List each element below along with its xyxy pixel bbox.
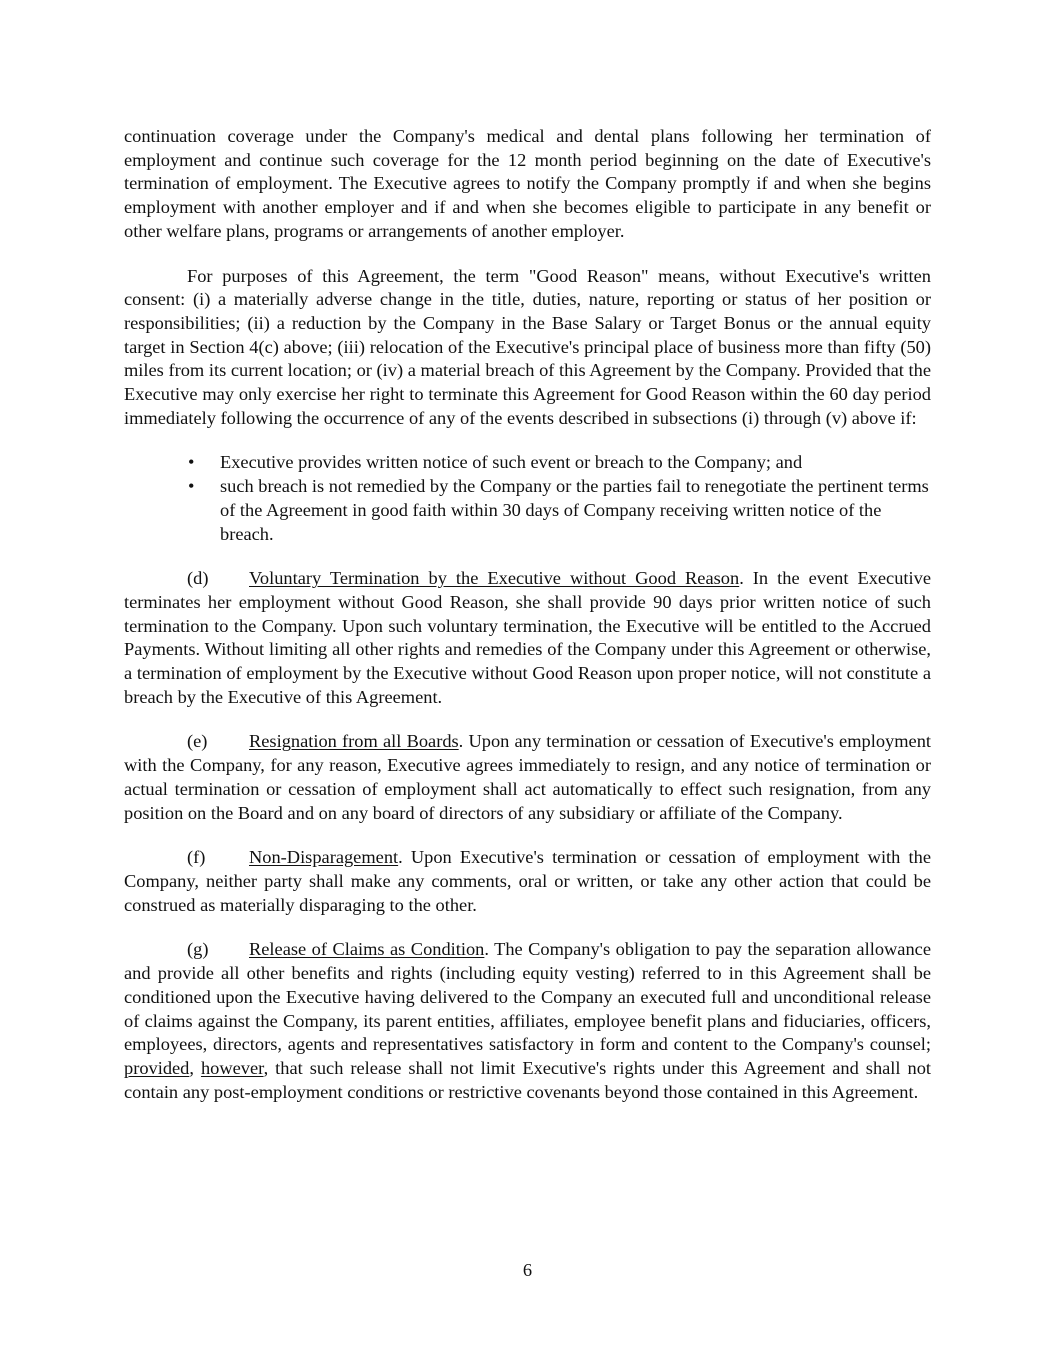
section-e-label: (e) <box>187 731 208 752</box>
section-d-label: (d) <box>187 568 209 589</box>
provided-term: provided <box>124 1057 190 1078</box>
bullet-icon: • <box>188 452 195 473</box>
section-g-body-part1: . The Company's obligation to pay the separation allowance and provide all other benefits and rights (including equity vesting) referred to in this Agreement shall be conditioned upon the Executive having delivered to the Company an executed full and unconditional release of claims against the Company, its parent entities, affiliates, employee benefit plans and fiduciaries, officers, employees, directors, agents and representatives satisfactory in form and content to the Company's counsel; <box>124 939 931 1055</box>
bullet-text: such breach is not remedied by the Company or the parties fail to renegotiate the pertinent terms of the Agreement in good faith within 30 days of Company receiving written notice of the breach. <box>220 476 929 544</box>
separator-comma: , <box>189 1057 201 1078</box>
however-term: however <box>200 1057 264 1078</box>
section-f-label: (f) <box>187 847 206 868</box>
section-f-heading: Non-Disparagement <box>249 847 399 868</box>
bullet-icon: • <box>188 476 195 497</box>
section-d <box>124 567 931 709</box>
list-item <box>188 475 931 546</box>
paragraph-good-reason: For purposes of this Agreement, the term "Good Reason" means, without Executive's written consent: (i) a materially adverse change in the title, duties, nature, reporting or status of her position or responsibilities; (ii) a reduction by the Company in the Base Salary or Target Bonus or the annual equity target in Section 4(c) above; (iii) relocation of the Executive's principal place of business more than fifty (50) miles from its current location; or (iv) a material breach of this Agreement by the Company. Provided that the Executive may only exercise her right to terminate this Agreement for Good Reason within the 60 day period immediately following the occurrence of any of the events described in subsections (i) through (v) above if: <box>124 265 931 428</box>
section-g-body-part2: , that such release shall not limit Executive's rights under this Agreement and shall not contain any post-employment conditions or restrictive covenants beyond those contained in this Agreement. <box>124 1057 932 1102</box>
section-e-heading: Resignation from all Boards <box>249 731 459 752</box>
section-g-heading: Release of Claims as Condition <box>249 939 485 960</box>
section-d-heading: Voluntary Termination by the Executive without Good Reason <box>249 568 740 589</box>
bullet-list <box>124 451 931 546</box>
page-number: 6 <box>522 1260 533 1280</box>
section-f <box>124 846 931 917</box>
section-f-body: . Upon Executive's termination or cessation of employment with the Company, neither party shall make any comments, oral or written, or take any other action that could be construed as materially disparaging to the other. <box>124 847 931 915</box>
section-e-body: . Upon any termination or cessation of Executive's employment with the Company, for any reason, Executive agrees immediately to resign, and any notice of termination or actual termination or cessation of employment shall act automatically to effect such resignation, from any position on the Board and on any board of directors of any subsidiary or affiliate of the Company. <box>124 731 931 823</box>
section-g <box>124 938 931 1104</box>
paragraph-continuation-coverage: continuation coverage under the Company's medical and dental plans following her termination of employment and continue such coverage for the 12 month period beginning on the date of Executive's termination of employment. The Executive agrees to notify the Company promptly if and when she begins employment with another employer and if and when she becomes eligible to participate in any benefit or other welfare plans, programs or arrangements of another employer. <box>124 126 931 241</box>
document-page <box>124 125 931 1125</box>
section-e <box>124 730 931 825</box>
bullet-text: Executive provides written notice of such event or breach to the Company; and <box>220 452 803 473</box>
list-item <box>188 451 931 475</box>
section-d-body: . In the event Executive terminates her employment without Good Reason, she shall provide 90 days prior written notice of such termination to the Company. Upon such voluntary termination, the Executive will be entitled to the Accrued Payments. Without limiting all other rights and remedies of the Company under this Agreement or otherwise, a termination of employment by the Executive without Good Reason upon proper notice, will not constitute a breach by the Executive of this Agreement. <box>124 568 931 707</box>
section-g-label: (g) <box>187 939 209 960</box>
